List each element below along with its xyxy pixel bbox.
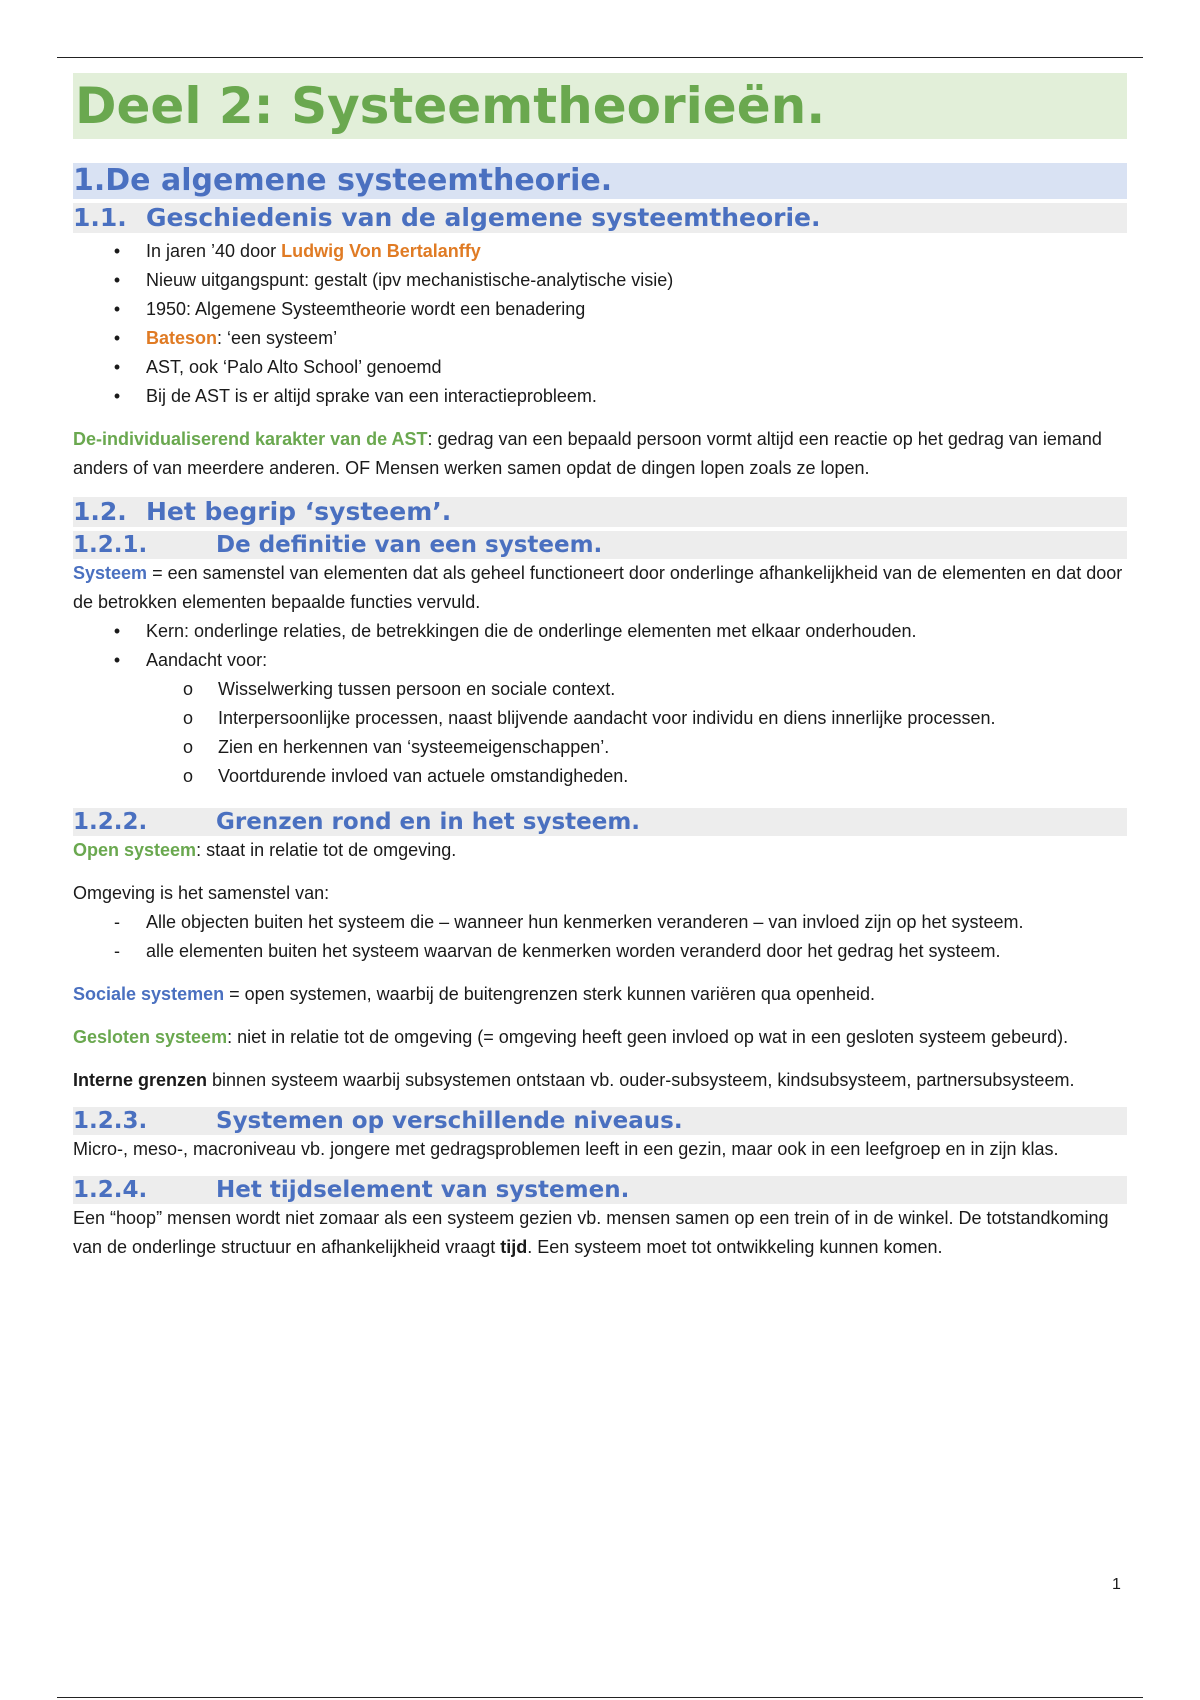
- emphasis: tijd: [500, 1237, 528, 1257]
- bullet-marker: •: [113, 621, 121, 641]
- list-item: • AST, ook ‘Palo Alto School’ genoemd: [73, 353, 1127, 382]
- term: Systeem: [73, 563, 148, 583]
- heading-section-1-1: [73, 203, 1127, 233]
- heading-text: Het tijdselement van systemen.: [216, 1177, 630, 1203]
- heading-section-1-2-3: [73, 1107, 1127, 1135]
- page-title: Deel 2: Systeemtheorieën.: [73, 73, 1127, 139]
- attention-sub-list: [73, 675, 1127, 791]
- circle-marker: o: [182, 708, 193, 728]
- circle-marker: o: [182, 679, 193, 699]
- list-item: o Voortdurende invloed van actuele omstandigheden.: [73, 762, 1127, 791]
- bullet-marker: •: [113, 650, 121, 670]
- paragraph-closed-system: Gesloten systeem: niet in relatie tot de omgeving (= omgeving heeft geen invloed op wat in een gesloten systeem gebeurd).: [73, 1027, 1069, 1047]
- list-item: • Kern: onderlinge relaties, de betrekkingen die de onderlinge elementen met elkaar onderhouden.: [73, 617, 1127, 646]
- paragraph-definition: Systeem = een samenstel van elementen dat als geheel functioneert door onderlinge afhankelijkheid van de elementen en dat door de betrokken elementen bepaalde functies vervuld.: [73, 563, 1123, 612]
- paragraph-de-individualiserend: De-individualiserend karakter van de AST: gedrag van een bepaald persoon vormt altijd een reactie op het gedrag van iemand anders of van meerdere anderen. OF Mensen werken samen opdat de dingen lopen zoals ze lopen.: [73, 429, 1102, 478]
- heading-number: 1.2.3.: [73, 1108, 148, 1134]
- term: Interne grenzen: [73, 1070, 208, 1090]
- highlight-name: Bateson: [146, 328, 218, 348]
- list-item: • Bateson: ‘een systeem’: [73, 324, 1127, 353]
- bullet-marker: •: [113, 328, 121, 348]
- heading-text: Grenzen rond en in het systeem.: [216, 809, 641, 835]
- heading-section-1-2-4: [73, 1176, 1127, 1204]
- bullet-marker: •: [113, 270, 121, 290]
- list-item: o Zien en herkennen van ‘systeemeigenschappen’.: [73, 733, 1127, 762]
- term: De-individualiserend karakter van de AST: [73, 429, 428, 449]
- environment-dash-list: [73, 908, 1127, 966]
- definition-bullet-list: [73, 617, 1127, 675]
- page-number: 1: [1112, 1576, 1121, 1593]
- heading-number: 1.2.: [73, 497, 127, 526]
- heading-number: 1.2.2.: [73, 809, 148, 835]
- list-item: o Wisselwerking tussen persoon en sociale context.: [73, 675, 1127, 704]
- paragraph-omgeving: Omgeving is het samenstel van:: [73, 883, 330, 903]
- list-item: • 1950: Algemene Systeemtheorie wordt een benadering: [73, 295, 1127, 324]
- term: Open systeem: [73, 840, 197, 860]
- paragraph-open-system: Open systeem: staat in relatie tot de omgeving.: [73, 840, 457, 860]
- term: Sociale systemen: [73, 984, 225, 1004]
- bullet-marker: •: [113, 299, 121, 319]
- list-item: - Alle objecten buiten het systeem die – wanneer hun kenmerken veranderen – van invloed zijn op het systeem.: [73, 908, 1127, 937]
- list-item: - alle elementen buiten het systeem waarvan de kenmerken worden veranderd door het gedrag het systeem.: [73, 937, 1127, 966]
- heading-number: 1.2.4.: [73, 1177, 148, 1203]
- history-bullet-list: [73, 237, 1127, 411]
- list-item: • Aandacht voor:: [73, 646, 1127, 675]
- bottom-rule: [57, 1697, 1143, 1698]
- heading-section-1-2: [73, 497, 1127, 527]
- paragraph-internal-boundaries: Interne grenzen binnen systeem waarbij subsystemen ontstaan vb. ouder-subsysteem, kindsubsysteem, partnersubsysteem.: [73, 1070, 1075, 1090]
- dash-marker: -: [114, 912, 120, 932]
- list-item: • Bij de AST is er altijd sprake van een interactieprobleem.: [73, 382, 1127, 411]
- list-item: • In jaren ’40 door Ludwig Von Bertalanffy: [73, 237, 1127, 266]
- term: Gesloten systeem: [73, 1027, 228, 1047]
- dash-marker: -: [114, 941, 120, 961]
- circle-marker: o: [182, 737, 193, 757]
- document-page: [73, 73, 1127, 1262]
- heading-number: 1.2.1.: [73, 532, 148, 558]
- paragraph-levels: Micro-, meso-, macroniveau vb. jongere met gedragsproblemen leeft in een gezin, maar ook in een leefgroep en in zijn klas.: [73, 1139, 1059, 1159]
- heading-text: De definitie van een systeem.: [216, 532, 603, 558]
- list-item: • Nieuw uitgangspunt: gestalt (ipv mechanistische-analytische visie): [73, 266, 1127, 295]
- heading-number: 1.1.: [73, 203, 127, 232]
- heading-section-1-2-1: [73, 531, 1127, 559]
- heading-section-1-2-2: [73, 808, 1127, 836]
- top-rule: [57, 57, 1143, 58]
- bullet-marker: •: [113, 357, 121, 377]
- highlight-name: Ludwig Von Bertalanffy: [281, 241, 481, 261]
- circle-marker: o: [182, 766, 193, 786]
- heading-text: Het begrip ‘systeem’.: [146, 497, 452, 526]
- heading-text: Systemen op verschillende niveaus.: [216, 1108, 683, 1134]
- paragraph-time-element: Een “hoop” mensen wordt niet zomaar als een systeem gezien vb. mensen samen op een trein of in de winkel. De totstandkoming van de onderlinge structuur en afhankelijkheid vraagt tijd. Een systeem moet tot ontwikkeling kunnen komen.: [73, 1208, 1109, 1257]
- bullet-marker: •: [113, 241, 121, 261]
- heading-section-1: 1.De algemene systeemtheorie.: [73, 163, 1127, 199]
- paragraph-social-systems: Sociale systemen = open systemen, waarbij de buitengrenzen sterk kunnen variëren qua openheid.: [73, 984, 876, 1004]
- bullet-marker: •: [113, 386, 121, 406]
- heading-text: Geschiedenis van de algemene systeemtheorie.: [146, 203, 821, 232]
- list-item: o Interpersoonlijke processen, naast blijvende aandacht voor individu en diens innerlijke processen.: [73, 704, 1127, 733]
